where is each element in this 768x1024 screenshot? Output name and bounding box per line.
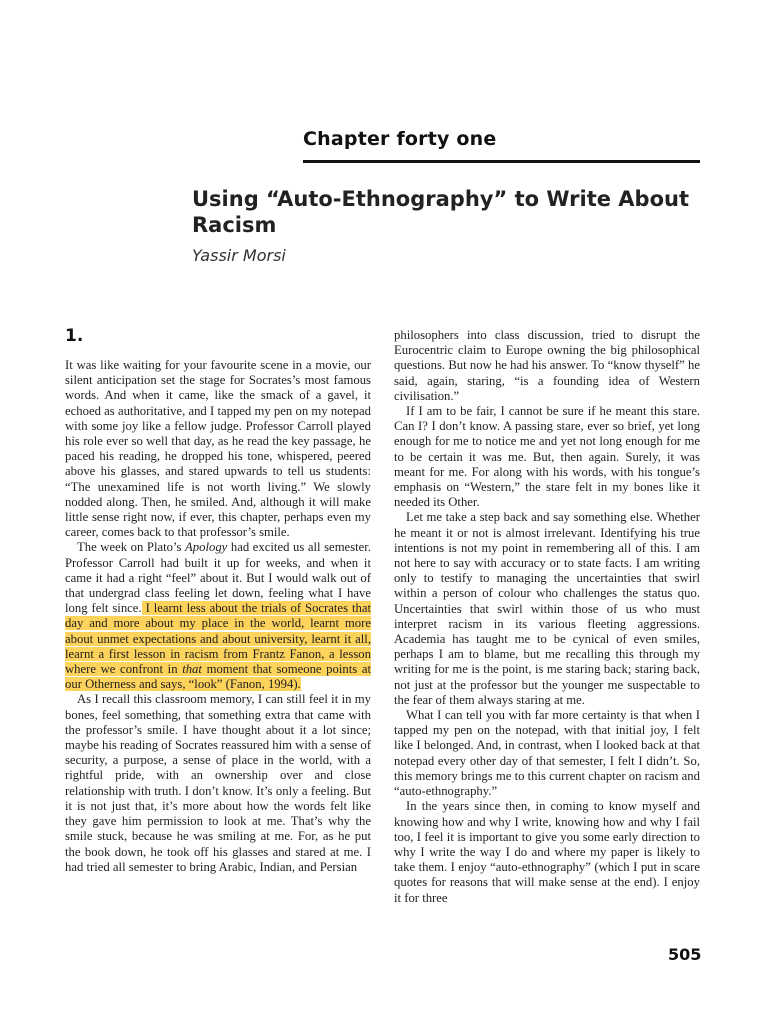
paragraph-2-text-a: The week on Plato’s <box>77 540 186 555</box>
that-italic: that <box>182 662 202 677</box>
highlight-text-b: moment that someone points at our Otherness and says, “look” (Fanon, 1994). <box>65 662 371 692</box>
paragraph-3: As I recall this classroom memory, I can still feel it in my bones, feel something, that something extra that came with the professor’s smile. I have thought about it a lot since; maybe his reading of Socrates reassured him with a sense of security, a purpose, a sense of place in the world, with a rightful pride, with an ownership over and close relationship with truth. I don’t know. It’s only a feeling. But it is not just that, it’s more about how the words felt like they gave him permission to look at me. That’s why the smile stuck, because he was smiling at me. For, as he put the book down, he took off his glasses and stared at me. I had tried all semester to bring Arabic, Indian, and Persian <box>65 692 371 874</box>
paragraph-5: If I am to be fair, I cannot be sure if he meant this stare. Can I? I don’t know. A passing stare, ever so brief, yet long enough for me to notice me and yet not long enough for me to be certain it was me. But, then again. Surely, it was meant for me. For along with his words, with his tongue’s emphasis on “Western,” the stare felt in my bones like it needed its Other. <box>394 404 700 510</box>
paragraph-1: It was like waiting for your favourite scene in a movie, our silent anticipation set the stage for Socrates’s most famous words. And when it came, like the smack of a gavel, it echoed as authoritative, and I tapped my pen on my notepad with some joy like a fellow judge. Professor Carroll played his role ever so well that day, as he read the key passage, he paced his reading, he dropped his tone, whispered, peered above his glasses, and stared upwards to tell us students: “The unexamined life is not worth living.” We slowly nodded along. Then, he smiled. And, although it will make little sense right now, if ever, this chapter, perhaps even my career, comes back to that professor’s smile. <box>65 358 371 540</box>
right-text-column <box>394 328 700 906</box>
page-number: 505 <box>668 945 702 964</box>
section-number: 1. <box>65 326 84 346</box>
highlight-text-a: I learnt less about the trials of Socrates that day and more about my place in the world, learnt more about unmet expectations and about university, learnt it all, learnt a first lesson in racism from Frantz Fanon, a lesson where we confront in <box>65 601 371 677</box>
paragraph-6: Let me take a step back and say something else. Whether he meant it or not is almost irrelevant. Identifying his true intentions is not my point in remembering all of this. I am not here to say with accuracy or to state facts. I am writing only to testify to managing the uncertainties that swirl within a person of colour who challenges the status quo. Uncertainties that swirl within those of us who must interpret racism in its various fleeting aggressions. Academia has taught me to be cynical of even smiles, perhaps I am to blame, but me recalling this through my writing for me is the point, is me staring back; staring back, not just at the professor but the younger me suspectable to the fear of them always staring at me. <box>394 510 700 707</box>
chapter-rule <box>303 160 700 163</box>
paragraph-7: What I can tell you with far more certainty is that when I tapped my pen on the notepad, with that initial joy, I felt like I belonged. And, in contrast, when I looked back at that notepad every other day of that semester, I felt I didn’t. So, this memory brings me to this current chapter on racism and “auto-ethnography.” <box>394 708 700 799</box>
chapter-label: Chapter forty one <box>303 128 497 150</box>
apology-italic: Apology <box>185 540 228 555</box>
chapter-author: Yassir Morsi <box>192 246 286 265</box>
paragraph-2-text-b: had excited us all semester. Professor Carroll had built it up for weeks, and when it came it had a right “feel” about it. But I would walk out of that undergrad class feeling let down, feeling what I have long felt since. <box>65 540 371 616</box>
chapter-title: Using “Auto-Ethnography” to Write About Racism <box>192 187 689 237</box>
paragraph-2 <box>65 540 371 692</box>
left-text-column <box>65 358 371 875</box>
paragraph-4: philosophers into class discussion, tried to disrupt the Eurocentric claim to Europe owning the big philosophical questions. But now he had his answer. To “know thyself” he said, again, staring, “is a founding idea of Western civilisation.” <box>394 328 700 403</box>
paragraph-8: In the years since then, in coming to know myself and knowing how and why I write, knowing how and why I fail too, I feel it is important to give you some early direction to why I write the way I do and where my paper is likely to take them. I enjoy “auto-ethnography” (which I put in scare quotes for reasons that will make sense at the end). I enjoy it for three <box>394 799 700 905</box>
